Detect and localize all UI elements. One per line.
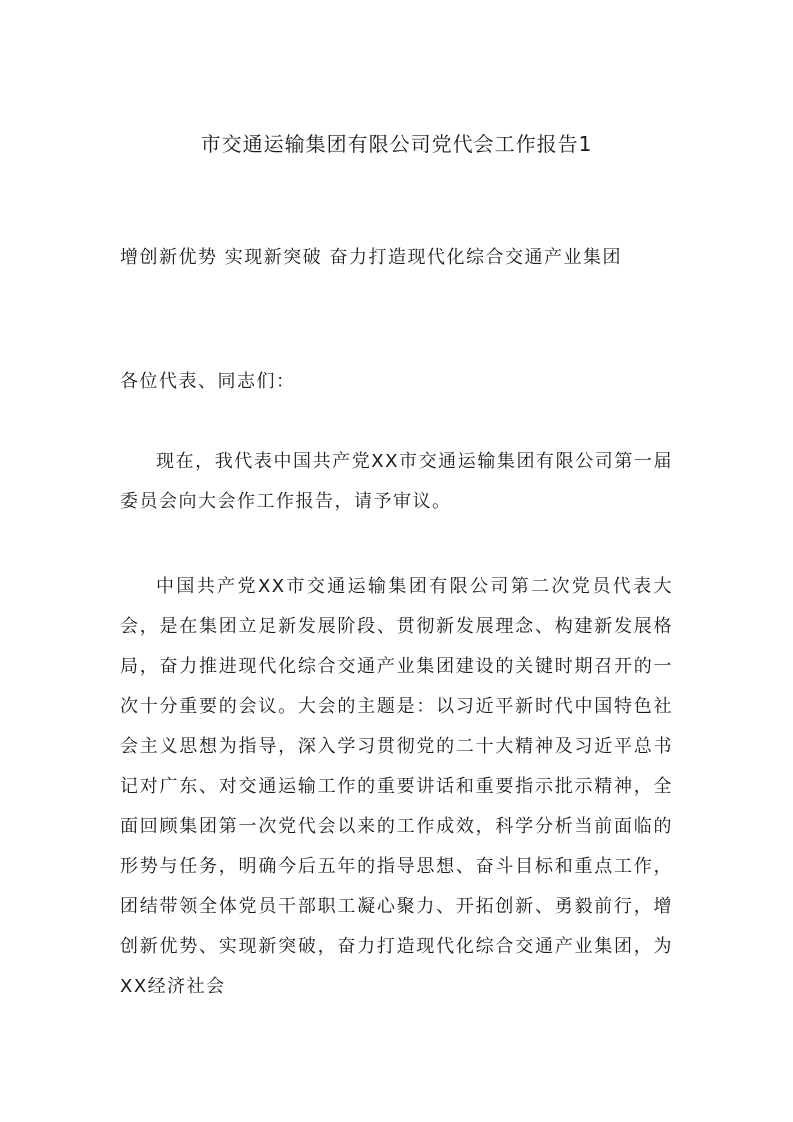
salutation: 各位代表、同志们： (120, 371, 296, 392)
document-title: 市交通运输集团有限公司党代会工作报告1 (200, 132, 593, 156)
paragraph-1: 现在，我代表中国共产党XX市交通运输集团有限公司第一届委员会向大会作工作报告，请予审议。 (120, 451, 673, 512)
document-subtitle: 增创新优势 实现新突破 奋力打造现代化综合交通产业集团 (120, 247, 622, 268)
paragraph-2: 中国共产党XX市交通运输集团有限公司第二次党员代表大会，是在集团立足新发展阶段、贯彻新发展理念、构建新发展格局，奋力推进现代化综合交通产业集团建设的关键时期召开的一次十分重要的会议。大会的主题是：以习近平新时代中国特色社会主义思想为指导，深入学习贯彻党的二十大精神及习近平总书记对广东、对交通运输工作的重要讲话和重要指示批示精神，全面回顾集团第一次党代会以来的工作成效，科学分析当前面临的形势与任务，明确今后五年的指导思想、奋斗目标和重点工作，团结带领全体党员干部职工凝心聚力、开拓创新、勇毅前行，增创新优势、实现新突破，奋力打造现代化综合交通产业集团，为XX经济社会 (120, 576, 673, 997)
